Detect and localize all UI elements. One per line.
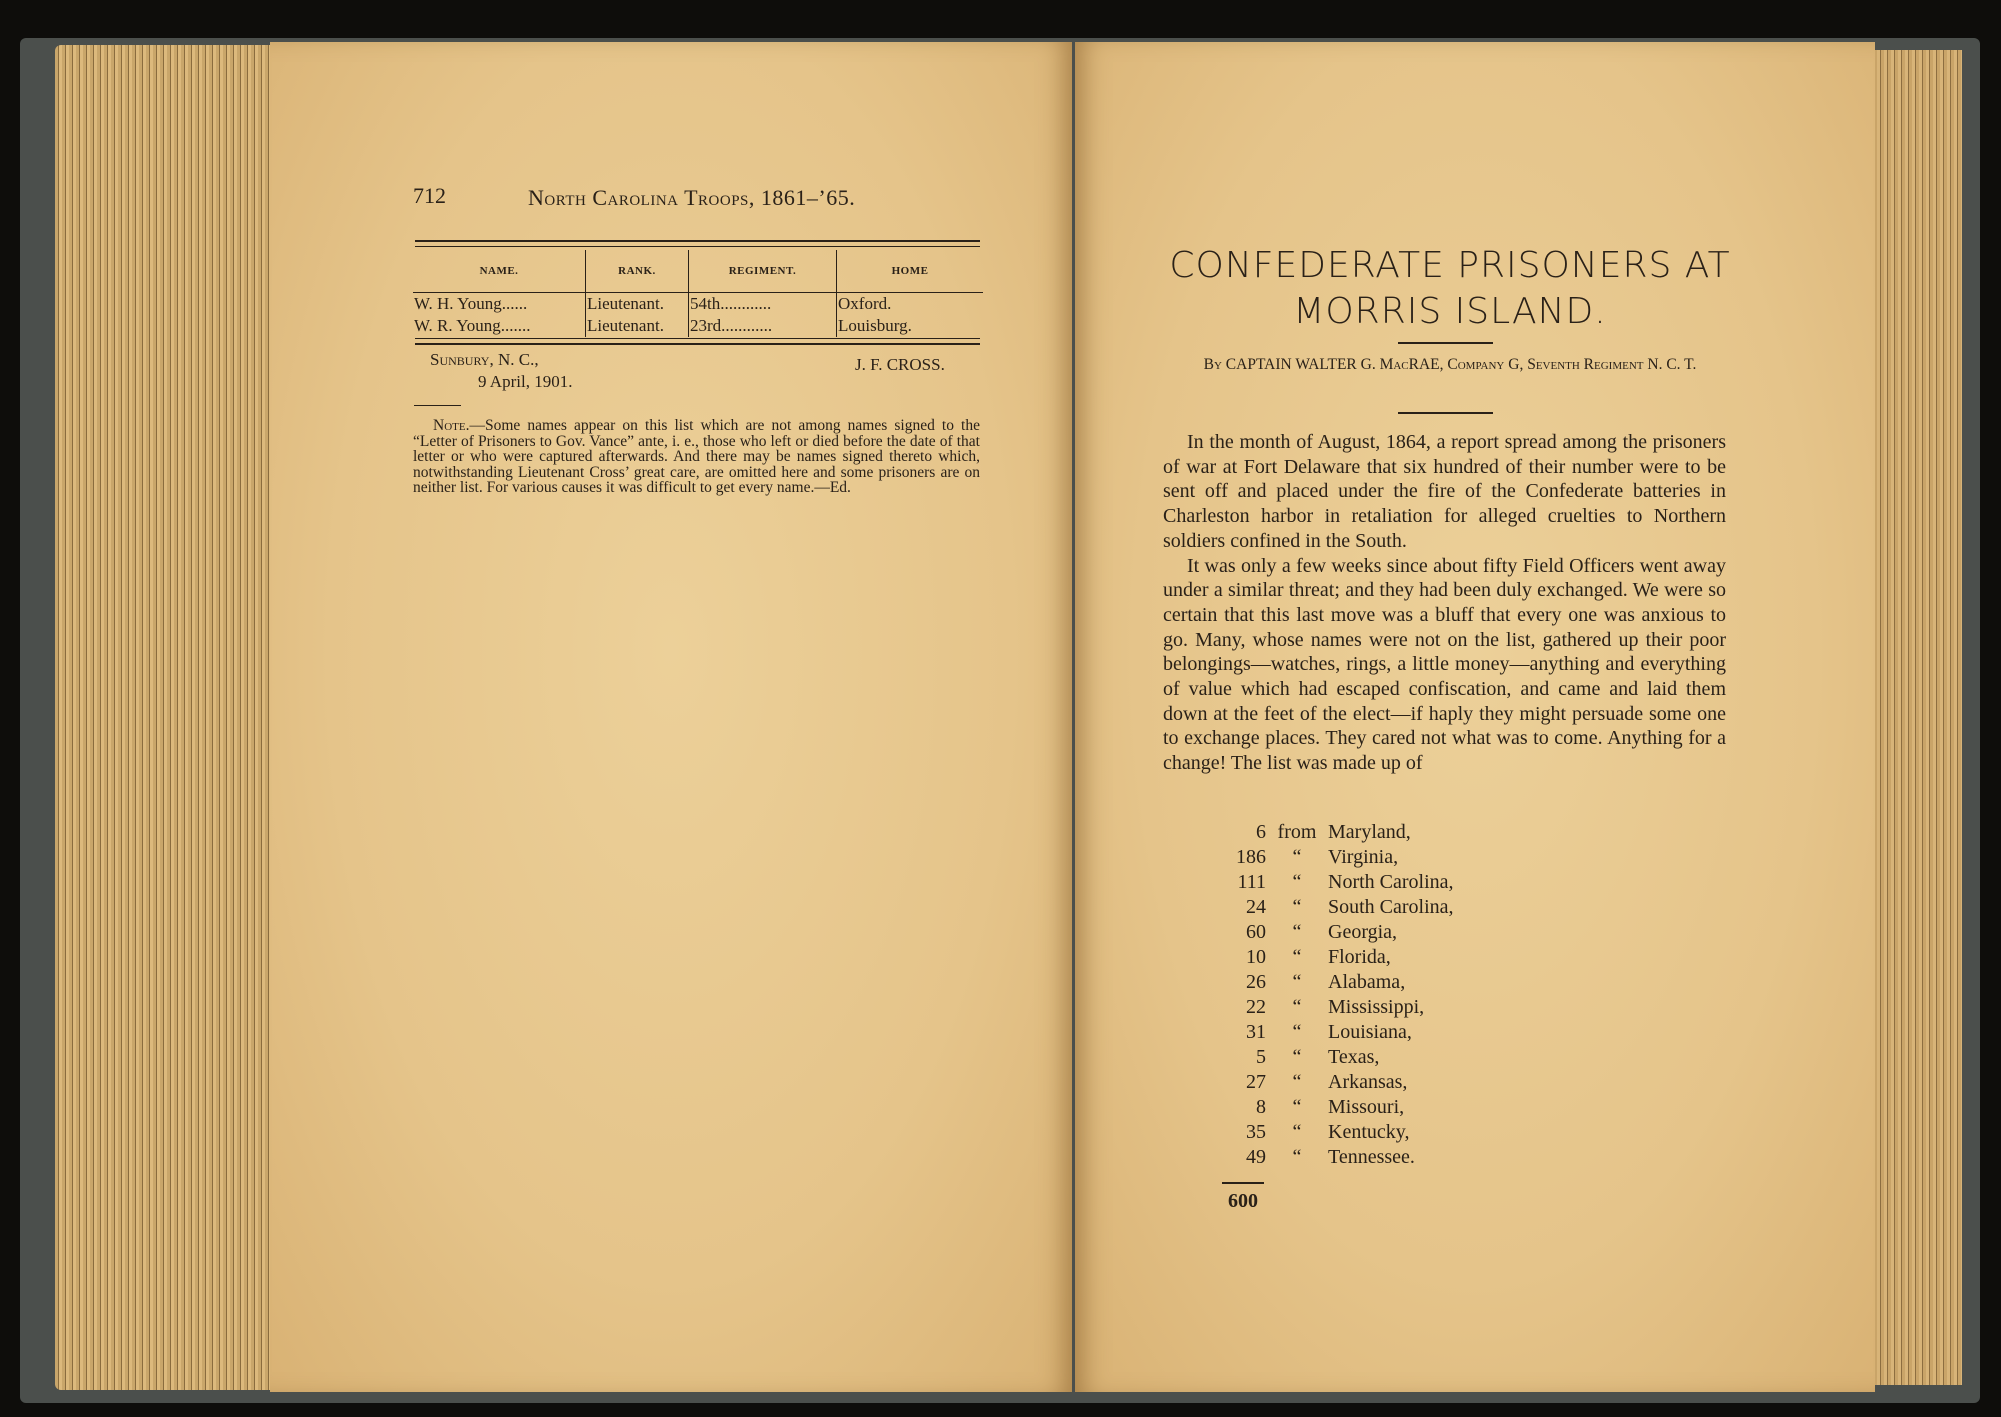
editor-note — [413, 418, 980, 496]
list-from: “ — [1292, 846, 1302, 868]
paragraph: In the month of August, 1864, a report spread among the prisoners of war at Fort Delaware that six hundred of their number were to be sent off and placed under the fire of the Confederate batteries in Charleston harbor in retaliation for alleged cruelties to Northern soldiers confined in the South. — [1163, 431, 1726, 552]
list-from: “ — [1292, 896, 1302, 918]
cell-regiment: 23rd............ — [689, 315, 837, 337]
list-item — [1190, 895, 1454, 920]
list-state: North Carolina, — [1328, 871, 1454, 893]
cell-name: W. H. Young...... — [414, 293, 528, 313]
list-count: 186 — [1236, 846, 1266, 868]
list-state: Texas, — [1328, 1046, 1380, 1068]
prisoner-state-list — [1190, 820, 1454, 1170]
list-from: “ — [1292, 1121, 1302, 1143]
list-count: 27 — [1246, 1071, 1266, 1093]
list-item — [1190, 970, 1454, 995]
page-number-left: 712 — [413, 183, 446, 208]
article-title — [1130, 243, 1770, 335]
list-state: Georgia, — [1328, 921, 1398, 943]
roster-table — [413, 250, 983, 337]
left-page — [270, 42, 1072, 1392]
list-item — [1190, 1045, 1454, 1070]
list-count: 60 — [1246, 921, 1266, 943]
list-from: from — [1277, 821, 1317, 843]
list-from: “ — [1292, 971, 1302, 993]
cell-rank: Lieutenant. — [586, 292, 689, 315]
cell-rank: Lieutenant. — [586, 315, 689, 337]
list-from: “ — [1292, 921, 1302, 943]
list-item — [1190, 1095, 1454, 1120]
col-regiment: REGIMENT. — [689, 250, 837, 292]
list-from: “ — [1292, 996, 1302, 1018]
page-edges-right — [1870, 50, 1962, 1385]
list-count: 31 — [1246, 1021, 1266, 1043]
list-count: 111 — [1237, 871, 1266, 893]
list-state: Kentucky, — [1328, 1121, 1410, 1143]
list-state: Tennessee. — [1328, 1146, 1415, 1168]
col-rank: RANK. — [586, 250, 689, 292]
list-count: 35 — [1246, 1121, 1266, 1143]
list-count: 24 — [1246, 896, 1266, 918]
article-body — [1163, 430, 1726, 776]
list-from: “ — [1292, 1046, 1302, 1068]
table-row — [413, 292, 983, 315]
page-edges-left — [55, 45, 275, 1390]
cell-regiment: 54th............ — [689, 292, 837, 315]
byline: By CAPTAIN WALTER G. MacRAE, Company G, Seventh Regiment N. C. T. — [1203, 356, 1697, 373]
list-state: Mississippi, — [1328, 996, 1425, 1018]
list-count: 5 — [1256, 1046, 1266, 1068]
list-from: “ — [1292, 1096, 1302, 1118]
list-state: Missouri, — [1328, 1096, 1405, 1118]
list-count: 49 — [1246, 1146, 1266, 1168]
col-name: NAME. — [413, 250, 586, 292]
list-item — [1190, 820, 1454, 845]
total-count: 600 — [1228, 1190, 1258, 1212]
list-state: Arkansas, — [1328, 1071, 1408, 1093]
list-state: Alabama, — [1328, 971, 1406, 993]
list-state: Virginia, — [1328, 846, 1399, 868]
list-count: 10 — [1246, 946, 1266, 968]
list-item — [1190, 945, 1454, 970]
col-home: HOME — [837, 250, 984, 292]
cell-name: W. R. Young....... — [414, 315, 531, 335]
list-state: Maryland, — [1328, 821, 1411, 843]
signature: J. F. CROSS. — [855, 355, 945, 374]
list-from: “ — [1292, 871, 1302, 893]
paragraph: It was only a few weeks since about fifty Field Officers went away under a similar threat; and they had been duly exchanged. We were so certain that this last move was a bluff that every one was anxious to go. Many, whose names were not on the list, gathered up their poor belongings—watches, rings, a little money—anything and everything of value which had escaped confiscation, and came and laid them down at the feet of the elect—if haply they might persuade some one to exchange places. They cared not what was to come. Anything for a change! The list was made up of — [1163, 554, 1726, 775]
cell-home: Oxford. — [837, 292, 984, 315]
list-from: “ — [1292, 946, 1302, 968]
list-item — [1190, 1145, 1454, 1170]
note-label: Note. — [433, 417, 470, 434]
cell-home: Louisburg. — [837, 315, 984, 337]
list-item — [1190, 995, 1454, 1020]
list-from: “ — [1292, 1146, 1302, 1168]
title-line-2: MORRIS ISLAND. — [1293, 291, 1607, 332]
list-count: 8 — [1256, 1096, 1266, 1118]
list-state: Florida, — [1328, 946, 1391, 968]
list-item — [1190, 1120, 1454, 1145]
place: Sunbury, N. C., — [430, 350, 539, 369]
list-state: Louisiana, — [1328, 1021, 1412, 1043]
title-line-1: CONFEDERATE PRISONERS AT — [1169, 245, 1731, 286]
note-text: —Some names appear on this list which are not among names signed to the “Letter of Prisoners to Gov. Vance” ante, i. e., those who left or died before the date of that letter or who were captured afterwards. And there may be names signed thereto which, notwithstanding Lieutenant Cross’ great care, are omitted here and some prisoners are on neither list. For various causes it was difficult to get every name.—Ed. — [413, 417, 980, 496]
list-count: 26 — [1246, 971, 1266, 993]
list-item — [1190, 920, 1454, 945]
list-from: “ — [1292, 1021, 1302, 1043]
list-count: 22 — [1246, 996, 1266, 1018]
list-item — [1190, 1020, 1454, 1045]
list-item — [1190, 845, 1454, 870]
list-state: South Carolina, — [1328, 896, 1454, 918]
date: 9 April, 1901. — [478, 372, 573, 391]
list-item — [1190, 1070, 1454, 1095]
list-from: “ — [1292, 1071, 1302, 1093]
table-row — [413, 315, 983, 337]
running-head: North Carolina Troops, 1861–’65. — [528, 185, 856, 210]
list-count: 6 — [1256, 821, 1266, 843]
list-item — [1190, 870, 1454, 895]
